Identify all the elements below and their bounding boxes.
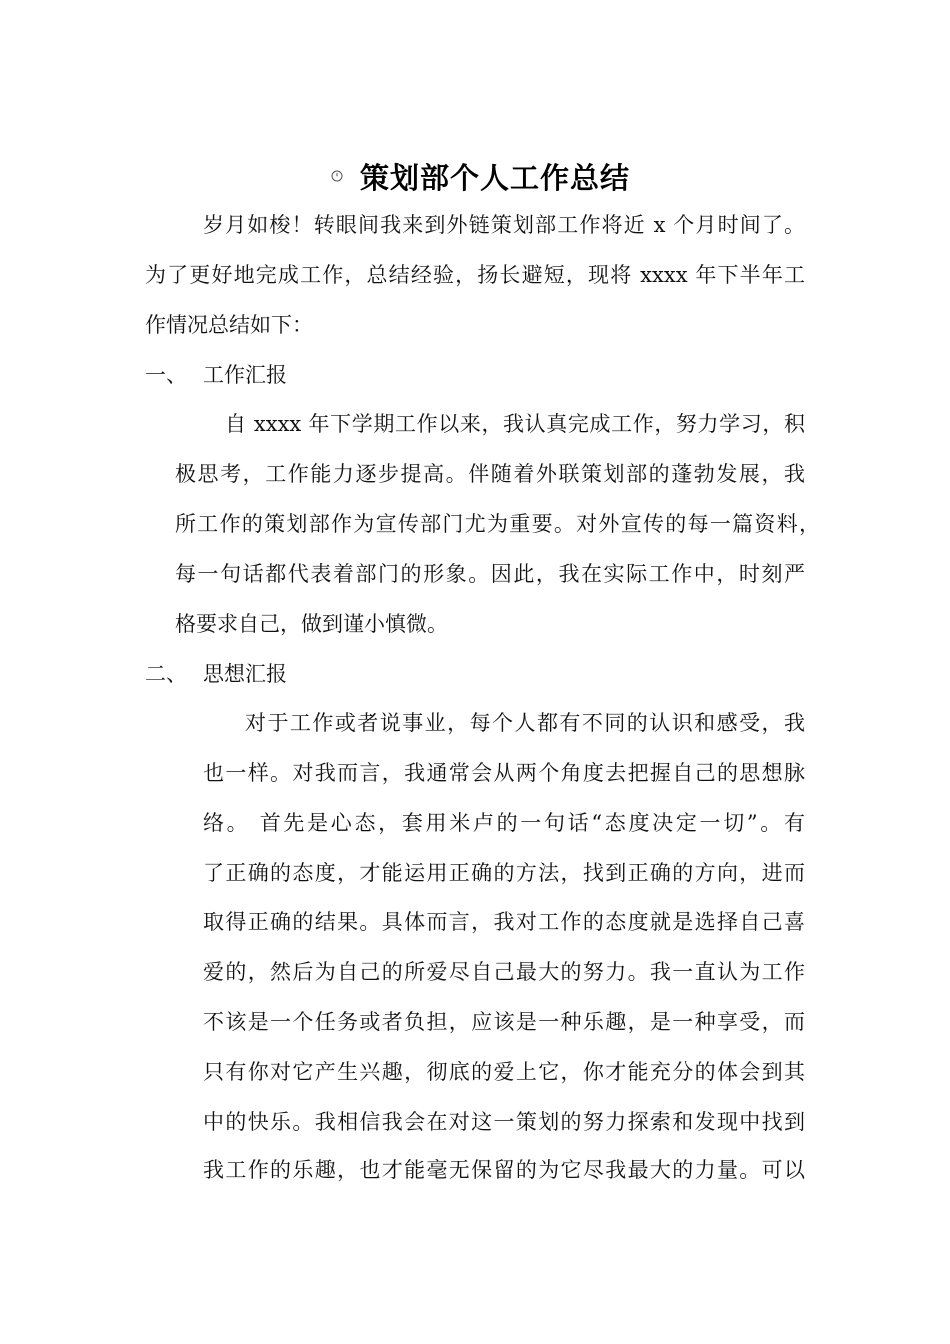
paragraph-line: 自 xxxx 年下学期工作以来，我认真完成工作，努力学习，积 xyxy=(225,412,805,436)
section-number: 一、 xyxy=(145,363,187,387)
document-title: 策划部个人工作总结 xyxy=(360,161,631,195)
paragraph-line: 只有你对它产生兴趣，彻底的爱上它，你才能充分的体会到其 xyxy=(203,1060,805,1084)
intro-line: 岁月如梭！转眼间我来到外链策划部工作将近 x 个月时间了。 xyxy=(203,213,805,237)
paragraph-line: 爱的，然后为自己的所爱尽自己最大的努力。我一直认为工作 xyxy=(203,960,805,984)
section-heading: 思想汇报 xyxy=(203,662,287,686)
section-number: 二、 xyxy=(145,662,187,686)
paragraph-line: 我工作的乐趣，也才能毫无保留的为它尽我最大的力量。可以 xyxy=(203,1158,805,1182)
intro-line: 为了更好地完成工作，总结经验，扬长避短，现将 xxxx 年下半年工 xyxy=(145,263,805,287)
paragraph-line: 中的快乐。我相信我会在对这一策划的努力探索和发现中找到 xyxy=(203,1110,805,1134)
paragraph-line: 极思考，工作能力逐步提高。伴随着外联策划部的蓬勃发展，我 xyxy=(175,462,805,486)
paragraph-line: 了正确的态度，才能运用正确的方法，找到正确的方向，进而 xyxy=(203,861,805,885)
section-heading: 工作汇报 xyxy=(203,363,287,387)
paragraph-line: 每一句话都代表着部门的形象。因此，我在实际工作中，时刻严 xyxy=(175,562,805,586)
paragraph-line: 络。 首先是心态，套用米卢的一句话“态度决定一切”。有 xyxy=(203,811,805,835)
paragraph-line: 不该是一个任务或者负担，应该是一种乐趣，是一种享受，而 xyxy=(203,1010,805,1034)
paragraph-line: 也一样。对我而言，我通常会从两个角度去把握自己的思想脉 xyxy=(203,761,805,785)
paragraph-line: 取得正确的结果。具体而言，我对工作的态度就是选择自己喜 xyxy=(203,910,805,934)
paragraph-line: 对于工作或者说事业，每个人都有不同的认识和感受，我 xyxy=(245,711,805,735)
paragraph-line: 格要求自己，做到谨小慎微。 xyxy=(175,612,448,636)
clock-icon xyxy=(331,170,343,182)
intro-line: 作情况总结如下： xyxy=(145,313,313,337)
paragraph-line: 所工作的策划部作为宣传部门尤为重要。对外宣传的每一篇资料， xyxy=(175,512,820,536)
